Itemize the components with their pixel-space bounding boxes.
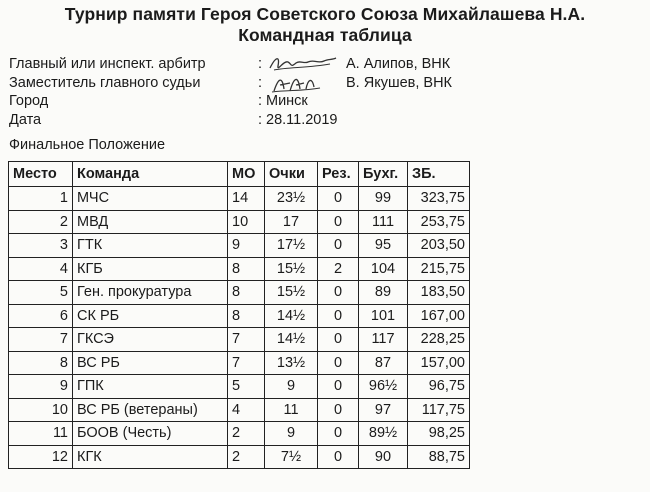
cell-mo: 4	[228, 398, 265, 422]
info-colon: :	[258, 111, 263, 128]
cell-result: 0	[318, 210, 359, 234]
cell-team: БООВ (Честь)	[73, 422, 228, 446]
table-row	[9, 445, 470, 469]
standings-table	[8, 161, 470, 469]
cell-place: 5	[9, 281, 73, 305]
column-header-points: Очки	[265, 162, 318, 187]
table-header-row	[9, 162, 470, 187]
cell-points: 15½	[265, 257, 318, 281]
column-header-team: Команда	[73, 162, 228, 187]
info-row-deputy	[9, 74, 452, 93]
cell-place: 6	[9, 304, 73, 328]
cell-points: 7½	[265, 445, 318, 469]
cell-place: 1	[9, 187, 73, 211]
info-label: Дата	[9, 111, 42, 128]
cell-mo: 7	[228, 328, 265, 352]
column-header-sb: ЗБ.	[408, 162, 470, 187]
cell-buchholz: 99	[359, 187, 408, 211]
cell-sb: 323,75	[408, 187, 470, 211]
standings-body	[9, 187, 470, 469]
cell-buchholz: 97	[359, 398, 408, 422]
cell-team: ГТК	[73, 234, 228, 258]
table-row	[9, 187, 470, 211]
cell-place: 2	[9, 210, 73, 234]
cell-mo: 10	[228, 210, 265, 234]
cell-buchholz: 96½	[359, 375, 408, 399]
cell-sb: 253,75	[408, 210, 470, 234]
cell-sb: 203,50	[408, 234, 470, 258]
info-label: Заместитель главного судьи	[9, 74, 201, 91]
cell-team: СК РБ	[73, 304, 228, 328]
cell-team: КГК	[73, 445, 228, 469]
cell-mo: 9	[228, 234, 265, 258]
cell-team: КГБ	[73, 257, 228, 281]
cell-buchholz: 101	[359, 304, 408, 328]
cell-points: 11	[265, 398, 318, 422]
cell-sb: 96,75	[408, 375, 470, 399]
cell-place: 3	[9, 234, 73, 258]
cell-buchholz: 111	[359, 210, 408, 234]
table-row	[9, 398, 470, 422]
info-row-city	[9, 92, 452, 111]
signature-image	[266, 74, 346, 92]
info-label: Город	[9, 93, 49, 109]
cell-points: 13½	[265, 351, 318, 375]
info-colon: :	[258, 56, 263, 72]
cell-mo: 8	[228, 281, 265, 305]
cell-sb: 88,75	[408, 445, 470, 469]
cell-team: Ген. прокуратура	[73, 281, 228, 305]
cell-buchholz: 89½	[359, 422, 408, 446]
info-value: В. Якушев, ВНК	[346, 74, 453, 91]
cell-result: 0	[318, 351, 359, 375]
cell-sb: 228,25	[408, 328, 470, 352]
cell-mo: 8	[228, 257, 265, 281]
cell-sb: 215,75	[408, 257, 470, 281]
cell-mo: 2	[228, 445, 265, 469]
cell-result: 0	[318, 445, 359, 469]
cell-buchholz: 89	[359, 281, 408, 305]
cell-place: 4	[9, 257, 73, 281]
cell-result: 0	[318, 234, 359, 258]
cell-points: 14½	[265, 304, 318, 328]
cell-sb: 183,50	[408, 281, 470, 305]
cell-mo: 14	[228, 187, 265, 211]
page-title: Турнир памяти Героя Советского Союза Михайлашева Н.А.	[64, 4, 586, 24]
page-subtitle: Командная таблица	[238, 25, 412, 45]
info-value: А. Алипов, ВНК	[346, 56, 451, 72]
table-row	[9, 281, 470, 305]
cell-place: 7	[9, 328, 73, 352]
cell-result: 0	[318, 187, 359, 211]
cell-team: МЧС	[73, 187, 228, 211]
cell-team: ВС РБ (ветераны)	[73, 398, 228, 422]
cell-sb: 117,75	[408, 398, 470, 422]
cell-result: 0	[318, 328, 359, 352]
table-row	[9, 422, 470, 446]
column-header-place: Место	[9, 162, 73, 187]
info-colon: :	[258, 93, 263, 109]
info-value: Минск	[266, 93, 308, 109]
cell-mo: 7	[228, 351, 265, 375]
cell-points: 17	[265, 210, 318, 234]
table-row	[9, 210, 470, 234]
cell-team: ВС РБ	[73, 351, 228, 375]
cell-points: 14½	[265, 328, 318, 352]
cell-team: ГПК	[73, 375, 228, 399]
cell-result: 0	[318, 304, 359, 328]
cell-result: 0	[318, 281, 359, 305]
table-row	[9, 304, 470, 328]
cell-place: 8	[9, 351, 73, 375]
column-header-mo: МО	[228, 162, 265, 187]
cell-buchholz: 90	[359, 445, 408, 469]
tournament-info	[9, 55, 452, 129]
cell-buchholz: 104	[359, 257, 408, 281]
cell-place: 10	[9, 398, 73, 422]
table-row	[9, 328, 470, 352]
cell-sb: 167,00	[408, 304, 470, 328]
info-value: 28.11.2019	[266, 111, 338, 128]
cell-team: ГКСЭ	[73, 328, 228, 352]
cell-points: 15½	[265, 281, 318, 305]
cell-result: 2	[318, 257, 359, 281]
table-row	[9, 375, 470, 399]
cell-mo: 2	[228, 422, 265, 446]
cell-points: 17½	[265, 234, 318, 258]
info-colon: :	[258, 74, 263, 91]
table-row	[9, 257, 470, 281]
cell-sb: 157,00	[408, 351, 470, 375]
table-row	[9, 234, 470, 258]
cell-buchholz: 117	[359, 328, 408, 352]
info-row-chief-arbiter	[9, 55, 452, 74]
table-row	[9, 351, 470, 375]
column-header-result: Рез.	[318, 162, 359, 187]
info-label: Главный или инспект. арбитр	[9, 56, 206, 72]
cell-result: 0	[318, 398, 359, 422]
info-row-date	[9, 111, 452, 130]
cell-points: 23½	[265, 187, 318, 211]
cell-buchholz: 87	[359, 351, 408, 375]
cell-mo: 8	[228, 304, 265, 328]
cell-result: 0	[318, 422, 359, 446]
cell-team: МВД	[73, 210, 228, 234]
cell-place: 12	[9, 445, 73, 469]
section-title: Финальное Положение	[9, 137, 166, 153]
cell-sb: 98,25	[408, 422, 470, 446]
cell-result: 0	[318, 375, 359, 399]
cell-points: 9	[265, 375, 318, 399]
cell-mo: 5	[228, 375, 265, 399]
cell-place: 9	[9, 375, 73, 399]
cell-buchholz: 95	[359, 234, 408, 258]
cell-points: 9	[265, 422, 318, 446]
column-header-buchholz: Бухг.	[359, 162, 408, 187]
cell-place: 11	[9, 422, 73, 446]
